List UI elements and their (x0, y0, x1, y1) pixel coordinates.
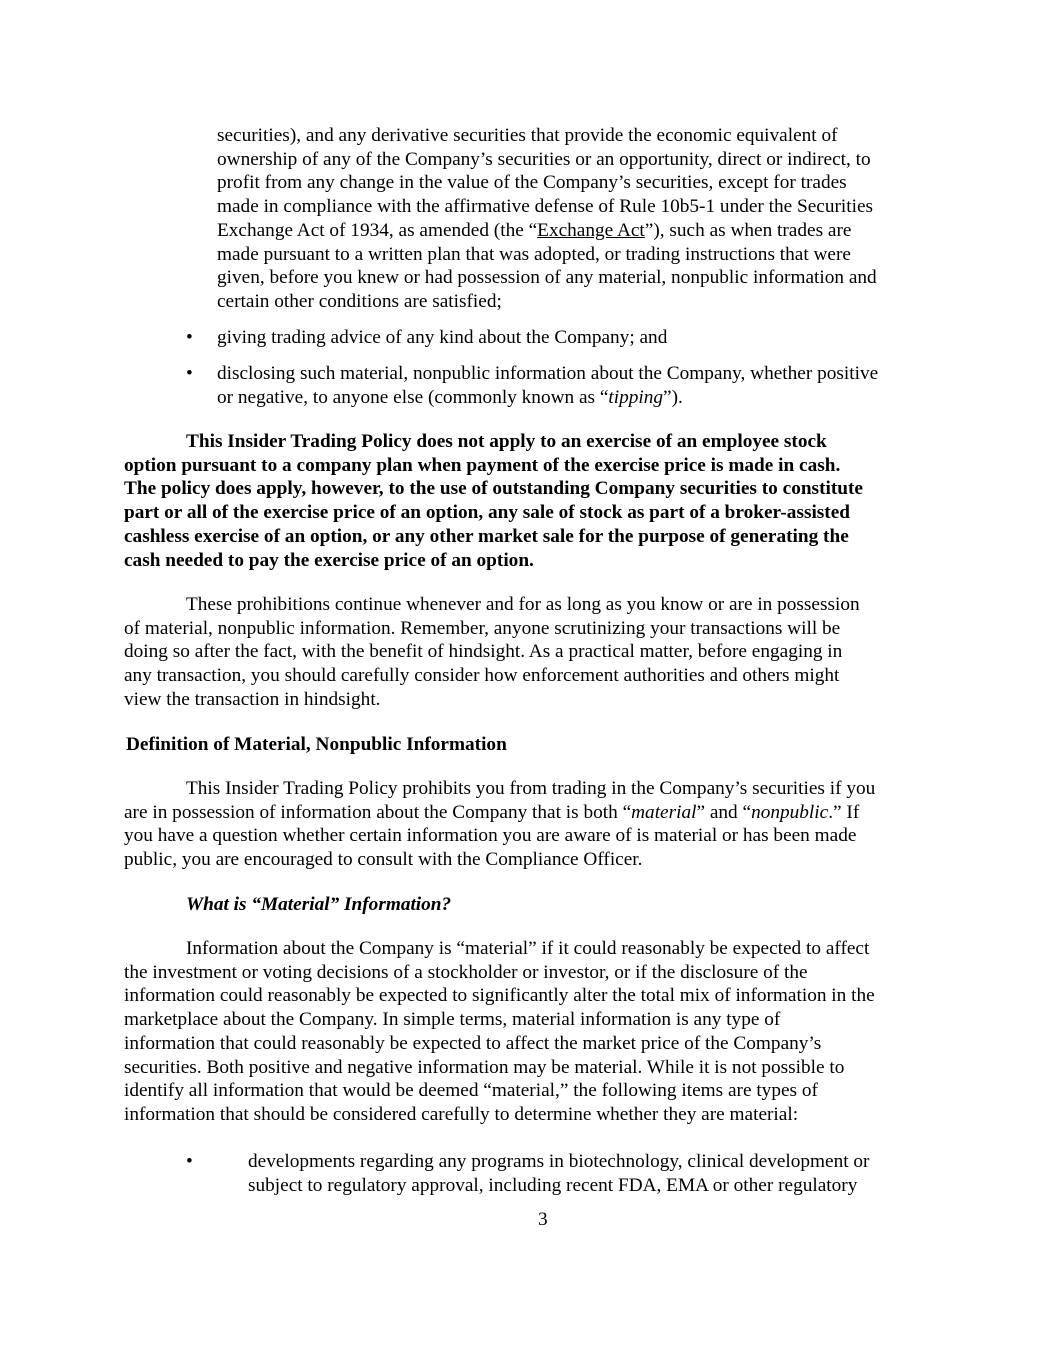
text-line: made pursuant to a written plan that was adopted, or trading instructions that were (217, 243, 851, 265)
text-line (217, 386, 878, 410)
italic-term: material (631, 801, 697, 823)
cont-paragraph (217, 124, 877, 314)
text-line: made in compliance with the affirmative defense of Rule 10b5-1 under the Securities (217, 196, 874, 218)
definition-heading (126, 733, 507, 757)
text-segment: .” If (828, 801, 860, 823)
text-line: part or all of the exercise price of an option, any sale of stock as part of a broker-assisted (124, 502, 851, 524)
text-line: subject to regulatory approval, including recent FDA, EMA or other regulatory (248, 1174, 858, 1196)
text-line: certain other conditions are satisfied; (217, 290, 502, 312)
text-segment: ”). (663, 386, 683, 408)
bullet-item (186, 1150, 869, 1197)
prohibitions-paragraph (124, 593, 860, 712)
text-segment: ”), such as when trades are (644, 219, 852, 241)
text-line: ownership of any of the Company’s securities or an opportunity, direct or indirect, to (217, 148, 871, 170)
text-line: information that could reasonably be expected to affect the market price of the Company’s (124, 1032, 822, 1054)
text-line: This Insider Trading Policy prohibits you from trading in the Company’s securities if you (186, 778, 876, 799)
italic-term: tipping (608, 386, 664, 408)
defined-term: Exchange Act (537, 219, 645, 241)
text-segment: Exchange Act of 1934, as amended (the “ (217, 219, 538, 241)
text-line (124, 801, 875, 825)
text-line: the investment or voting decisions of a stockholder or investor, or if the disclosure of the (124, 961, 808, 983)
text-line: given, before you knew or had possession of any material, nonpublic information and (217, 267, 877, 289)
text-line: giving trading advice of any kind about the Company; and (217, 327, 668, 348)
material-subheading (186, 893, 451, 917)
text-line: information could reasonably be expected to significantly alter the total mix of information in the (124, 985, 875, 1007)
text-line: you have a question whether certain information you are aware of is material or has been made (124, 825, 857, 847)
bullet-icon: • (186, 327, 193, 348)
text-line: cash needed to pay the exercise price of an option. (124, 549, 534, 571)
text-line: The policy does apply, however, to the use of outstanding Company securities to constitute (124, 478, 863, 500)
text-line: These prohibitions continue whenever and for as long as you know or are in possession (186, 594, 860, 615)
text-line: any transaction, you should carefully consider how enforcement authorities and others might (124, 665, 840, 687)
text-line: identify all information that would be deemed “material,” the following items are types of (124, 1080, 818, 1102)
text-segment: ” and “ (696, 801, 752, 823)
text-line: public, you are encouraged to consult with the Compliance Officer. (124, 849, 643, 871)
text-line: developments regarding any programs in biotechnology, clinical development or (248, 1151, 870, 1172)
material-paragraph (124, 937, 875, 1127)
text-line: This Insider Trading Policy does not apply to an exercise of an employee stock (186, 431, 827, 452)
text-line: information that should be considered carefully to determine whether they are material: (124, 1103, 799, 1125)
text-line: cashless exercise of an option, or any other market sale for the purpose of generating the (124, 525, 849, 547)
text-line (217, 219, 877, 243)
bold-exercise-paragraph (124, 430, 863, 572)
text-line: marketplace about the Company. In simple terms, material information is any type of (124, 1009, 781, 1031)
text-line: Information about the Company is “material” if it could reasonably be expected to affect (186, 938, 870, 959)
text-line: profit from any change in the value of the Company’s securities, except for trades (217, 172, 847, 194)
bullet-icon: • (186, 1151, 193, 1172)
text-line: of material, nonpublic information. Remember, anyone scrutinizing your transactions will be (124, 617, 841, 639)
text-segment: are in possession of information about the Company that is both “ (124, 801, 632, 823)
text-line: What is “Material” Information? (186, 894, 452, 915)
page-number: 3 (538, 1209, 548, 1230)
bullet-item (186, 362, 878, 409)
text-line: securities. Both positive and negative information may be material. While it is not possible to (124, 1056, 845, 1078)
italic-term: nonpublic (751, 801, 829, 823)
text-line: securities), and any derivative securities that provide the economic equivalent of (217, 125, 838, 146)
definition-paragraph (124, 777, 875, 872)
bullet-icon: • (186, 363, 193, 384)
text-segment: or negative, to anyone else (commonly known as “ (217, 386, 609, 408)
bullet-item (186, 326, 667, 350)
text-line: doing so after the fact, with the benefit of hindsight. As a practical matter, before engaging in (124, 641, 843, 663)
text-line: option pursuant to a company plan when payment of the exercise price is made in cash. (124, 454, 841, 476)
text-line: disclosing such material, nonpublic information about the Company, whether positive (217, 363, 879, 384)
text-line: view the transaction in hindsight. (124, 688, 381, 710)
text-line: Definition of Material, Nonpublic Information (126, 734, 507, 755)
